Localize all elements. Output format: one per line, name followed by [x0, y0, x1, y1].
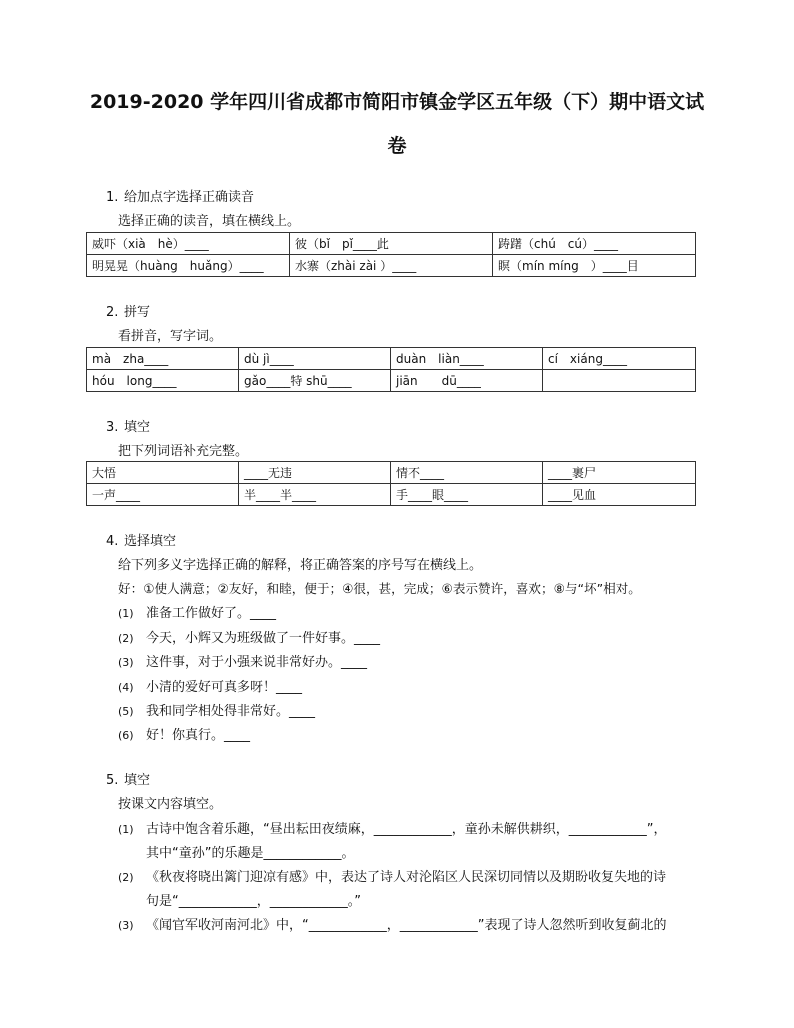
question-2-instruction: 看拼音，写字词。	[118, 329, 223, 344]
table-cell: ____无违	[239, 462, 391, 484]
question-title: 拼写	[124, 305, 151, 320]
table-cell: cí xiáng____	[543, 348, 696, 370]
question-1-heading	[106, 186, 254, 205]
question-number: 1.	[106, 190, 119, 205]
list-item: (2) 今天，小辉又为班级做了一件好事。____	[118, 631, 381, 646]
list-item-continuation: 句是“____________，____________。”	[146, 894, 361, 909]
table-cell: 彼（bǐ pǐ____此	[290, 233, 493, 255]
question-5-heading	[106, 769, 150, 788]
title-line-1: 2019-2020 学年四川省成都市简阳市镇金学区五年级（下）期中语文试	[89, 91, 705, 113]
question-title: 填空	[124, 420, 151, 435]
table-cell: ____见血	[543, 484, 696, 506]
question-title: 选择填空	[124, 534, 177, 549]
list-item-continuation: 其中“童孙”的乐趣是____________。	[146, 846, 355, 861]
list-item: (5) 我和同学相处得非常好。____	[118, 704, 316, 719]
table-cell: dù jì____	[239, 348, 391, 370]
table-row	[87, 484, 696, 506]
question-4-heading	[106, 530, 176, 549]
question-number: 3.	[106, 420, 119, 435]
table-cell: 一声____	[87, 484, 239, 506]
table-row	[87, 462, 696, 484]
list-item: (3) 《闻官军收河南河北》中，“____________，____________”表现了诗人忽然听到收复蓟北的	[118, 918, 667, 933]
question-3-table	[86, 461, 696, 506]
question-number: 2.	[106, 305, 119, 320]
question-5-instruction: 按课文内容填空。	[118, 797, 223, 812]
title-line-2: 卷	[387, 135, 407, 157]
table-cell: 半____半____	[239, 484, 391, 506]
question-number: 4.	[106, 534, 119, 549]
list-item: (1) 准备工作做好了。____	[118, 606, 277, 621]
list-item: (2) 《秋夜将晓出篱门迎凉有感》中，表达了诗人对沦陷区人民深切同情以及期盼收复失地的诗	[118, 870, 667, 885]
list-item: (3) 这件事，对于小强来说非常好办。____	[118, 655, 368, 670]
question-1-instruction: 选择正确的读音，填在横线上。	[118, 214, 301, 229]
table-cell: 踌躇（chú cú）____	[493, 233, 696, 255]
question-number: 5.	[106, 773, 119, 788]
question-3-instruction: 把下列词语补充完整。	[118, 444, 249, 459]
table-cell: 明晃晃（huàng huǎng）____	[87, 255, 290, 277]
table-row	[87, 348, 696, 370]
table-cell: 水寨（zhài zài ）____	[290, 255, 493, 277]
table-cell: 情不____	[391, 462, 543, 484]
list-item: (4) 小清的爱好可真多呀！____	[118, 680, 303, 695]
table-cell: duàn liàn____	[391, 348, 543, 370]
table-row	[87, 255, 696, 277]
table-cell: hóu long____	[87, 370, 239, 392]
list-item: (6) 好！你真行。____	[118, 728, 251, 743]
question-4-definitions: 好：①使人满意；②友好，和睦，便于；④很，甚，完成；⑥表示赞许，喜欢；⑧与“坏”相对。	[118, 581, 641, 596]
question-3-heading	[106, 416, 150, 435]
table-cell: 威吓（xià hè）____	[87, 233, 290, 255]
table-cell: 大悟	[87, 462, 239, 484]
table-cell: mà zha____	[87, 348, 239, 370]
question-2-table	[86, 347, 696, 392]
table-cell: 瞑（mín míng ）____目	[493, 255, 696, 277]
table-row	[87, 233, 696, 255]
question-4-instruction: 给下列多义字选择正确的解释，将正确答案的序号写在横线上。	[118, 558, 483, 573]
question-title: 给加点字选择正确读音	[124, 190, 255, 205]
table-cell: gǎo____特 shū____	[239, 370, 391, 392]
question-2-heading	[106, 301, 150, 320]
table-cell	[543, 370, 696, 392]
table-row	[87, 370, 696, 392]
table-cell: 手____眼____	[391, 484, 543, 506]
table-cell: ____裹尸	[543, 462, 696, 484]
list-item: (1) 古诗中饱含着乐趣，“昼出耘田夜绩麻，____________，童孙未解供耕织，____________”，	[118, 822, 667, 837]
document-title	[60, 80, 734, 168]
question-title: 填空	[124, 773, 151, 788]
table-cell: jiān dū____	[391, 370, 543, 392]
question-1-table	[86, 232, 696, 277]
